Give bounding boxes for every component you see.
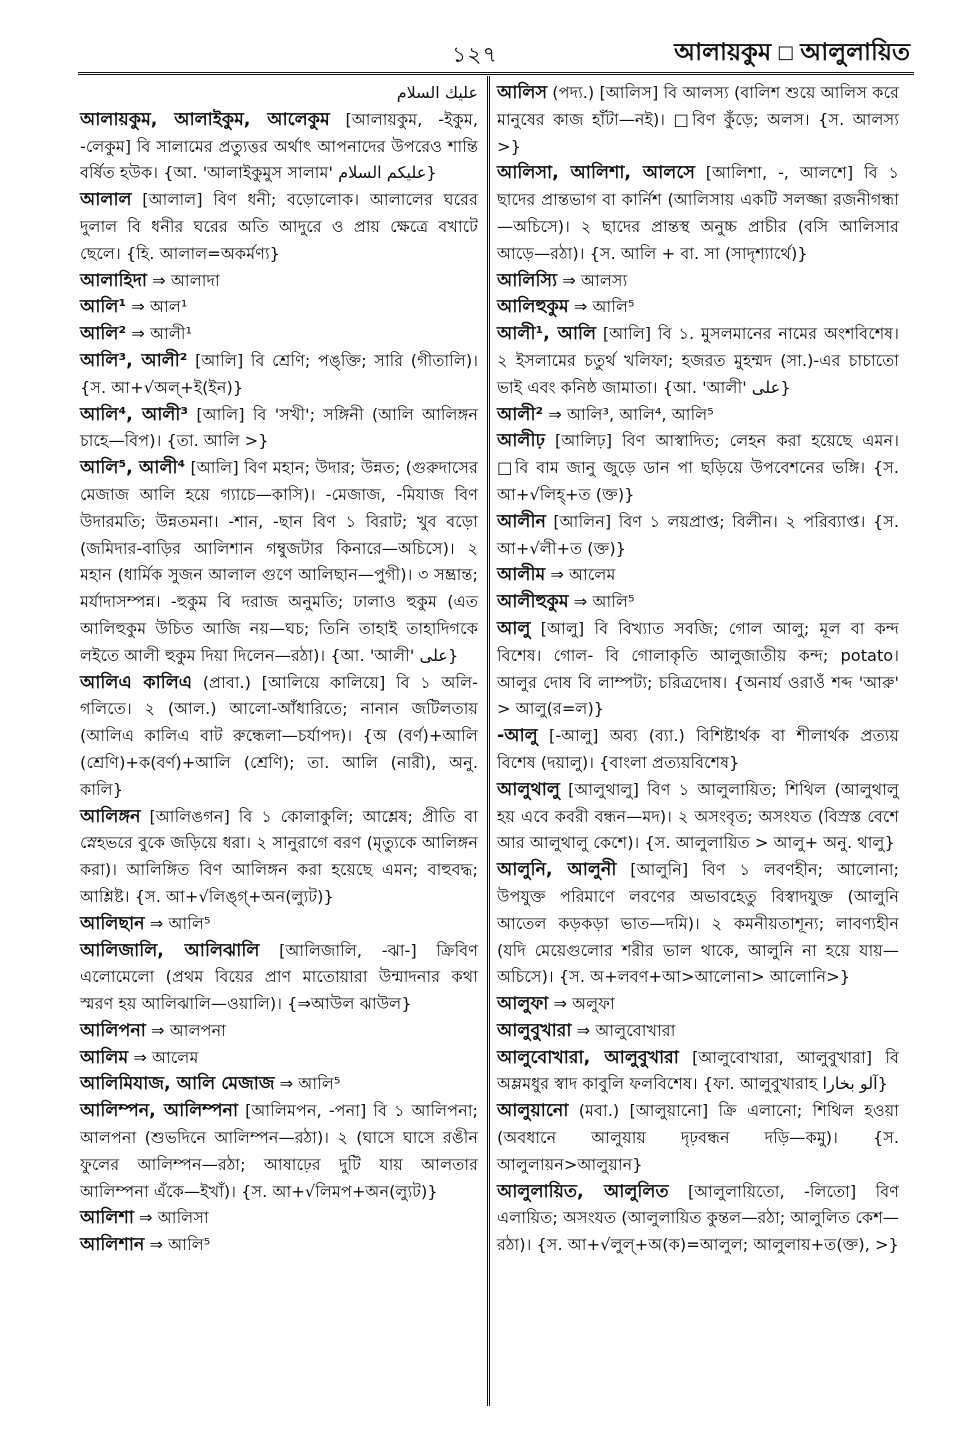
entry-definition: [আলি] বি 'সখী'; সঙ্গিনী (আলি আলিঙ্গন চাহে—বিপ)। {তা. আলি >} (80, 404, 478, 451)
entry-definition: ⇒ আলি³, আলি⁴, আলি⁵ (543, 404, 714, 424)
entry-headword: আলী¹, আলি (497, 324, 597, 345)
dictionary-entry (80, 1232, 478, 1259)
dictionary-entry (497, 857, 899, 991)
header-rule (78, 72, 914, 75)
dictionary-entry (497, 321, 899, 401)
dictionary-entry (80, 294, 478, 321)
entry-headword: আলিজালি, আলিঝালি (80, 940, 260, 961)
entry-definition: ⇒ অলুফা (548, 994, 615, 1014)
entry-definition: [আলিঙগন] বি ১ কোলাকুলি; আশ্লেষ; প্রীতি বা স্নেহভরে বুকে জড়িয়ে ধরা। ২ সানুরাগে বরণ (মৃত্যুকে আলিঙ্গন করা)। আলিঙ্গিত বিণ আলিঙ্গন করা হয়েছে এমন; বাহুবদ্ধ; আশ্লিষ্ট। {স. আ+√লিঙ্গ্‌+অন(ল্যুট)} (80, 806, 478, 906)
dictionary-entry (80, 1205, 478, 1232)
entry-headword: আলি³, আলী² (80, 350, 188, 371)
entry-headword: আলিস্যি (497, 270, 558, 291)
entry-definition: ⇒ আলেম (128, 1047, 199, 1067)
entry-definition: [আলু] বি বিখ্যাত সবজি; গোল আলু; মূল বা কন্দ বিশেষ। গোল- বি গোলাকৃতি আলুজাতীয় কন্দ; potato। আলুর দোষ বি লাম্পট্য; চরিত্রদোষ। {অনার্য ওরাওঁ শব্দ 'আরু' > আলু(র=ল)} (497, 618, 899, 719)
entry-definition: [আলিন] বিণ ১ লয়প্রাপ্ত; বিলীন। ২ পরিব্যাপ্ত। {স. আ+√লী+ত (ক্ত)} (497, 511, 899, 558)
entry-definition: [আলাল] বিণ ধনী; বড়োলোক। আলালের ঘরের দুলাল বি ধনীর ঘরের অতি আদুরে ও প্রায় ক্ষেত্রে বখাটে ছেলে। {হি. আলাল=অকর্মণ্য} (80, 190, 478, 263)
entry-headword: আলীন (497, 511, 546, 532)
entry-definition: (প্রাবা.) [আলিয়ে কালিয়ে] বি ১ অলি-গলিতে। ২ (আল.) আলো-আঁধারিতে; নানান জটিলতায় (আলিএ কালিএ বাট রুন্ধেলা—চর্যাপদ)। {অ (বর্ণ)+আলি (শ্রেণি)+ক(বর্ণ)+আলি (শ্রেণি); তা. আলি (নারী), অনু. কালি} (80, 672, 478, 799)
column-divider (487, 76, 490, 1406)
entry-definition: [আলিঢ়] বিণ আস্বাদিত; লেহন করা হয়েছে এমন। □বি বাম জানু জুড়ে ডান পা ছড়িয়ে উপবেশনের ভঙ্গি। {স. আ+√লিহ্‌+ত (ক্ত)} (497, 431, 899, 504)
entry-headword: আলু (497, 618, 531, 639)
entry-headword: আলীম (497, 565, 546, 586)
dictionary-entry (497, 428, 899, 508)
entry-definition: [আলায়কুম, -ইকুম, -লেকুম] বি সালামের প্রত্যুত্তর অর্থাৎ আপনাদের উপরেও শান্তি বর্ষিত হউক। {আ. 'আলাইকুমুস সালাম' عليكم السلام} (80, 109, 478, 183)
entry-definition: [আলি] বি ১. মুসলমানের নামের অংশবিশেষ। ২ ইসলামের চতুর্থ খলিফা; হজরত মুহম্মদ (সা.)-এর চাচাতো ভাই এবং কনিষ্ঠ জামাতা। {আ. 'আলী' علی} (497, 324, 899, 397)
dictionary-entry (80, 348, 478, 402)
entry-headword: আলুথালু (497, 779, 560, 800)
entry-definition: ⇒ আলিসা (133, 1208, 209, 1228)
entry-definition: ⇒ আলি⁵ (568, 592, 635, 612)
entry-headword: আলীঢ় (497, 431, 545, 452)
dictionary-entry (497, 509, 899, 563)
entry-headword: আলাল (80, 190, 132, 211)
entry-definition: ⇒ আলপনা (145, 1020, 227, 1040)
entry-definition: [-আলু] অব্য (ব্যা.) বিশিষ্টার্থক বা শীলার্থক প্রত্যয় বিশেষ (দয়ালু)। {বাংলা প্রত্যয়বিশেষ} (497, 726, 899, 772)
dictionary-entry (80, 1098, 478, 1205)
entry-headword: আলুনি, আলুনী (497, 860, 617, 881)
entry-headword: -আলু (497, 726, 538, 747)
entry-headword: আলুলায়িত, আলুলিত (497, 1181, 669, 1202)
entry-headword: আলিহুকুম (497, 297, 569, 318)
entry-definition: [আলুথালু] বিণ ১ আলুলায়িত; শিথিল (আলুথালু হয় এবে কবরী বন্ধন—মদ)। ২ অসংবৃত; অসংযত (বিস্রস্ত বেশে আর আলুথালু কেশে)। {স. আলুলায়িত > আলু+ অনু. থালু} (497, 779, 899, 853)
entry-headword: আলুবুখারা (497, 1020, 572, 1041)
right-column (497, 80, 899, 1259)
running-head-start: আলায়কুম (674, 38, 772, 66)
entry-headword: আলিম (80, 1047, 129, 1068)
entry-headword: আলিস (497, 83, 548, 103)
entry-definition: (মবা.) [আলুয়ানো] ক্রি এলানো; শিথিল হওয়া (অবধানে আলুয়ায় দৃঢ়বন্ধন দড়ি—কমু)। {স. আলুলায়ন>আলুয়ান} (497, 1101, 899, 1174)
entry-headword: আলিমিযাজ, আলি মেজাজ (80, 1074, 275, 1095)
entry-definition: ⇒ আলুবোখারা (571, 1020, 676, 1040)
entry-headword: আলিশান (80, 1235, 145, 1256)
entry-definition: ⇒ আলি⁵ (568, 297, 635, 317)
dictionary-entry (80, 670, 478, 804)
running-head-separator: □ (777, 42, 795, 63)
left-column (80, 80, 478, 1259)
running-head-end: আলুলায়িত (800, 38, 910, 66)
entry-headword: আলীহুকুম (497, 592, 569, 613)
entry-headword: আলিছান (80, 913, 145, 934)
entry-headword: আলিএ কালিএ (80, 672, 193, 693)
dictionary-entry (80, 455, 478, 669)
dictionary-entry (497, 1045, 899, 1099)
entry-headword: আলিসা, আলিশা, আলসে (497, 163, 695, 184)
entry-headword: আলুয়ানো (497, 1101, 569, 1122)
entry-headword: আলিপনা (80, 1020, 146, 1041)
dictionary-entry (80, 938, 478, 1018)
entry-definition: (পদ্য.) [আলিস] বি আলস্য (বালিশ শুয়ে আলিস করে মানুষের কাজ হাঁটা—নই)। □বিণ কুঁড়ে; অলস। {স. আলস্য >} (497, 83, 899, 156)
entry-headword: আলি⁵, আলী⁴ (80, 458, 186, 479)
entry-definition: [আলি] বিণ মহান; উদার; উন্নত; (গুরুদাসের মেজাজ আলি হয়ে গ্যাচে—কাসি)। -মেজাজ, -মিযাজ বিণ উদারমতি; উন্নতমনা। -শান, -ছান বিণ ১ বিরাট; খুব বড়ো (জমিদার-বাড়ির আলিশান গম্বুজটার কিনারে—অচিসে)। ২ মহান (ধার্মিক সুজন আলাল গুণে আলিছান—পুগী)। ৩ সম্ভ্রান্ত; মর্যাদাসম্পন্ন। -হুকুম বি দরাজ অনুমতি; ঢালাও হুকুম (এত আলিহুকুম উচিত আজি নয়—ঘচ; তিনি তাহাই তাহাদিগকে লইতে আলী হুকুম দিয়া দিলেন—রঠা)। {আ. 'আলী' على} (80, 458, 478, 665)
entry-definition: [আলি] বি শ্রেণি; পঙ্‌ক্তি; সারি (গীতালি)। {স. আ+√অল্‌+ই(ইন)} (80, 350, 478, 397)
dictionary-entry (497, 562, 899, 589)
entry-definition: [আলুনি] বিণ ১ লবণহীন; আলোনা; উপযুক্ত পরিমাণে লবণের অভাবহেতু বিস্বাদযুক্ত (আলুনি আতেল কড়কড়া ভাত—দমি)। ২ কমনীয়তাশূন্য; লাবণ্যহীন (যদি মেয়েগুলোর শরীর ভাল থাকে, আলুনি না হয়ে যায়—অচিসে)। {স. অ+লবণ+আ>আলোনা> আলোনি>} (497, 860, 899, 987)
entry-definition: [আলিমপন, -পনা] বি ১ আলিপনা; আলপনা (শুভদিনে আলিম্পন—রঠা)। ২ (ঘাসে ঘাসে রঙীন ফুলের আলিম্পন—রঠা; আষাঢ়ের দুটি যায় আলতার আলিম্পনা এঁকে—ইখাঁ)। {স. আ+√লিমপ+অন(ল্যুট)} (80, 1101, 478, 1201)
entry-headword: আলুবোখারা, আলুবুখারা (497, 1047, 679, 1068)
entry-headword: আলায়কুম, আলাইকুম, আলেকুম (80, 109, 330, 130)
entry-headword: আলিম্পন, আলিম্পনা (80, 1101, 239, 1122)
dictionary-entry (497, 723, 899, 777)
entry-headword: আলুফা (497, 994, 549, 1015)
dictionary-entry (80, 1071, 478, 1098)
dictionary-entry (497, 160, 899, 267)
entry-headword: আলিশা (80, 1208, 134, 1229)
dictionary-entry (497, 294, 899, 321)
dictionary-entry (497, 402, 899, 429)
entry-definition: [আলিশা, -, আলশে] বি ১ ছাদের প্রান্তভাগ বা কার্নিশ (আলিসায় একটি সলজ্জা রজনীগন্ধা—অচিসে)। ২ ছাদের প্রান্তস্থ অনুচ্চ প্রাচীর (বসি আলিসার আড়ে—রঠা)। {স. আলি + বা. সা (সাদৃশ্যার্থে)} (497, 163, 899, 263)
dictionary-entry (80, 1018, 478, 1045)
dictionary-entry (497, 589, 899, 616)
dictionary-entry (497, 1179, 899, 1259)
entry-headword: আলি⁴, আলী³ (80, 404, 189, 425)
dictionary-entry (80, 268, 478, 295)
dictionary-entry (80, 187, 478, 267)
dictionary-entry (497, 268, 899, 295)
entry-headword: আলী² (497, 404, 544, 425)
dictionary-entry (497, 1018, 899, 1045)
dictionary-entry (497, 1098, 899, 1178)
entry-headword: আলিঙ্গন (80, 806, 141, 827)
dictionary-entry (497, 991, 899, 1018)
entry-headword: আলি² (80, 324, 127, 345)
page-number: ১২৭ (452, 43, 498, 68)
dictionary-entry (80, 1045, 478, 1072)
dictionary-entry (80, 804, 478, 911)
entry-definition: ⇒ আলি⁵ (274, 1074, 341, 1094)
entry-headword: আলি¹ (80, 297, 127, 318)
entry-headword: আলাহিদা (80, 270, 147, 291)
dictionary-entry (80, 911, 478, 938)
dictionary-entry (80, 107, 478, 187)
dictionary-entry (497, 616, 899, 723)
dictionary-entry (80, 321, 478, 348)
running-head (674, 34, 910, 74)
entry-definition: [আলুবোখারা, আলুবুখারা] বি অম্লমধুর স্বাদ কাবুলি ফলবিশেষ। {ফা. আলুবুখারাহ آلو بخارا} (497, 1047, 899, 1094)
entry-definition: ⇒ আলাদা (147, 270, 220, 290)
dictionary-entry (497, 80, 899, 160)
entry-definition: ⇒ আলস্য (557, 270, 628, 290)
entry-definition: [আলুলায়িতো, -লিতো] বিণ এলায়িত; অসংযত (আলুলায়িত কুন্তল—রঠা; আলুলিত কেশ—রঠা)। {স. আ+√লুল্‌+অ(ক)=আলুল; আলুলায়+ত(ক্ত), >} (497, 1181, 899, 1255)
entry-definition: ⇒ আলি⁵ (144, 1235, 211, 1255)
entry-definition: [আলিজালি, -ঝা-] ক্রিবিণ এলোমেলো (প্রথম বিয়ের প্রাণ মাতোয়ারা উন্মাদনার কথা স্মরণ হয় আলিঝালি—ওয়ালি)। {⇒আউল ঝাউল} (80, 940, 478, 1014)
dictionary-entry (497, 777, 899, 857)
entry-definition: ⇒ আল¹ (126, 297, 188, 317)
entry-definition: ⇒ আলী¹ (126, 324, 193, 344)
entry-definition: ⇒ আলেম (545, 565, 616, 585)
arabic-line: عليك السلام (396, 83, 478, 102)
dictionary-entry (80, 402, 478, 456)
entry-definition: ⇒ আলি⁵ (144, 913, 211, 933)
